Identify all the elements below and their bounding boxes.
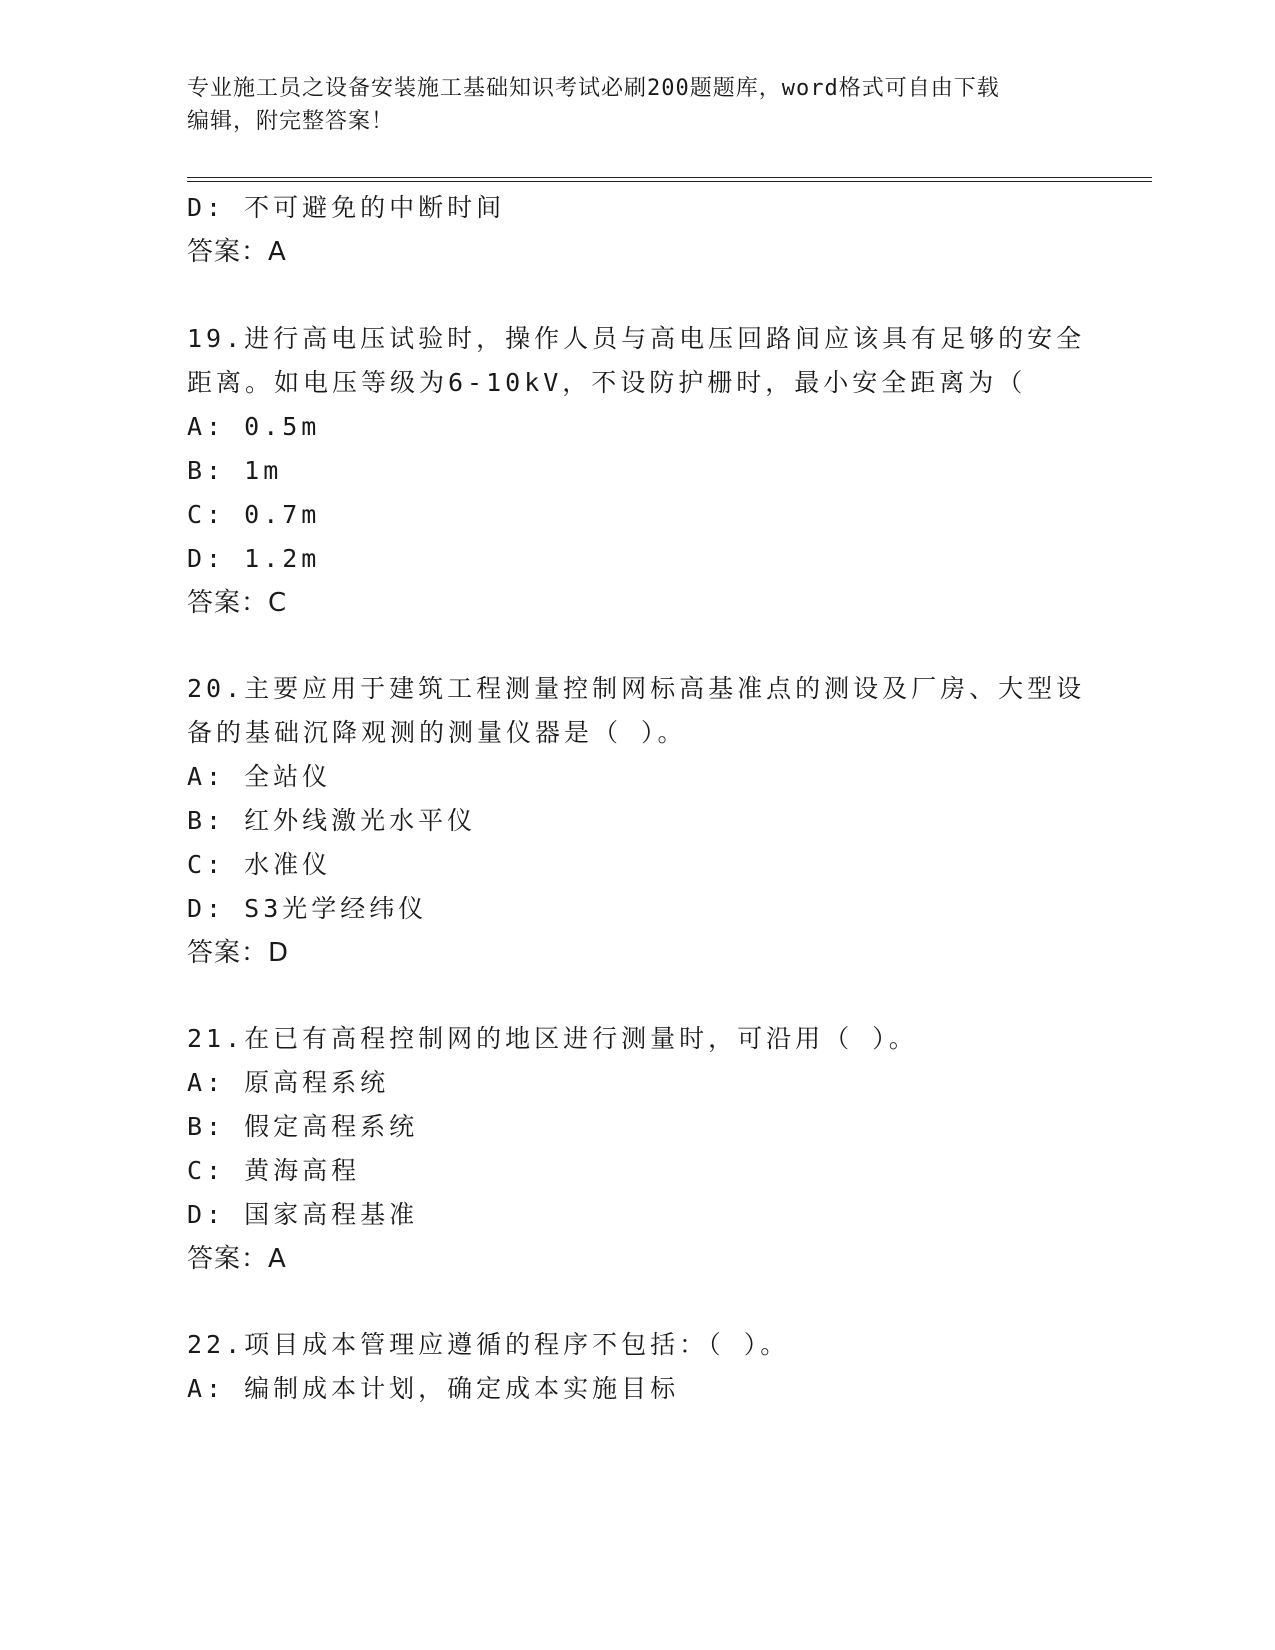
q19-stem-line-1: 19.进行高电压试验时，操作人员与高电压回路间应该具有足够的安全 <box>187 324 1086 353</box>
q21-stem-line-1: 21.在已有高程控制网的地区进行测量时，可沿用（ ）。 <box>187 1024 918 1053</box>
q20-option-c: C: 水准仪 <box>187 850 332 879</box>
q19-option-c: C: 0.7m <box>187 500 321 529</box>
q19-stem-line-2: 距离。如电压等级为6-10kV，不设防护栅时，最小安全距离为（ <box>187 368 1027 397</box>
q20-option-d: D: S3光学经纬仪 <box>187 894 428 923</box>
q21-option-a: A: 原高程系统 <box>187 1068 390 1097</box>
q21-option-c: C: 黄海高程 <box>187 1156 361 1185</box>
q20-option-b: B: 红外线激光水平仪 <box>187 806 477 835</box>
header-line-2: 编辑，附完整答案！ <box>187 109 395 134</box>
q22-stem-line-1: 22.项目成本管理应遵循的程序不包括：（ ）。 <box>187 1330 790 1359</box>
header-line-1: 专业施工员之设备安装施工基础知识考试必刷200题题库，word格式可自由下载 <box>187 76 1000 101</box>
q21-answer: 答案：A <box>187 1244 287 1274</box>
q19-option-a: A: 0.5m <box>187 412 321 441</box>
header-divider-top <box>187 177 1152 178</box>
q22-option-a: A: 编制成本计划，确定成本实施目标 <box>187 1374 680 1403</box>
prev-option-d: D: 不可避免的中断时间 <box>187 193 506 222</box>
q20-stem-line-1: 20.主要应用于建筑工程测量控制网标高基准点的测设及厂房、大型设 <box>187 674 1086 703</box>
q21-option-d: D: 国家高程基准 <box>187 1200 419 1229</box>
q20-answer: 答案：D <box>187 938 290 968</box>
document-header <box>187 72 1087 138</box>
q21-option-b: B: 假定高程系统 <box>187 1112 419 1141</box>
q19-answer: 答案：C <box>187 588 288 618</box>
header-divider-bottom <box>187 181 1152 182</box>
q19-option-b: B: 1m <box>187 456 283 485</box>
q20-stem-line-2: 备的基础沉降观测的测量仪器是（ ）。 <box>187 718 687 747</box>
q19-option-d: D: 1.2m <box>187 544 321 573</box>
prev-answer: 答案：A <box>187 237 287 267</box>
q20-option-a: A: 全站仪 <box>187 762 332 791</box>
